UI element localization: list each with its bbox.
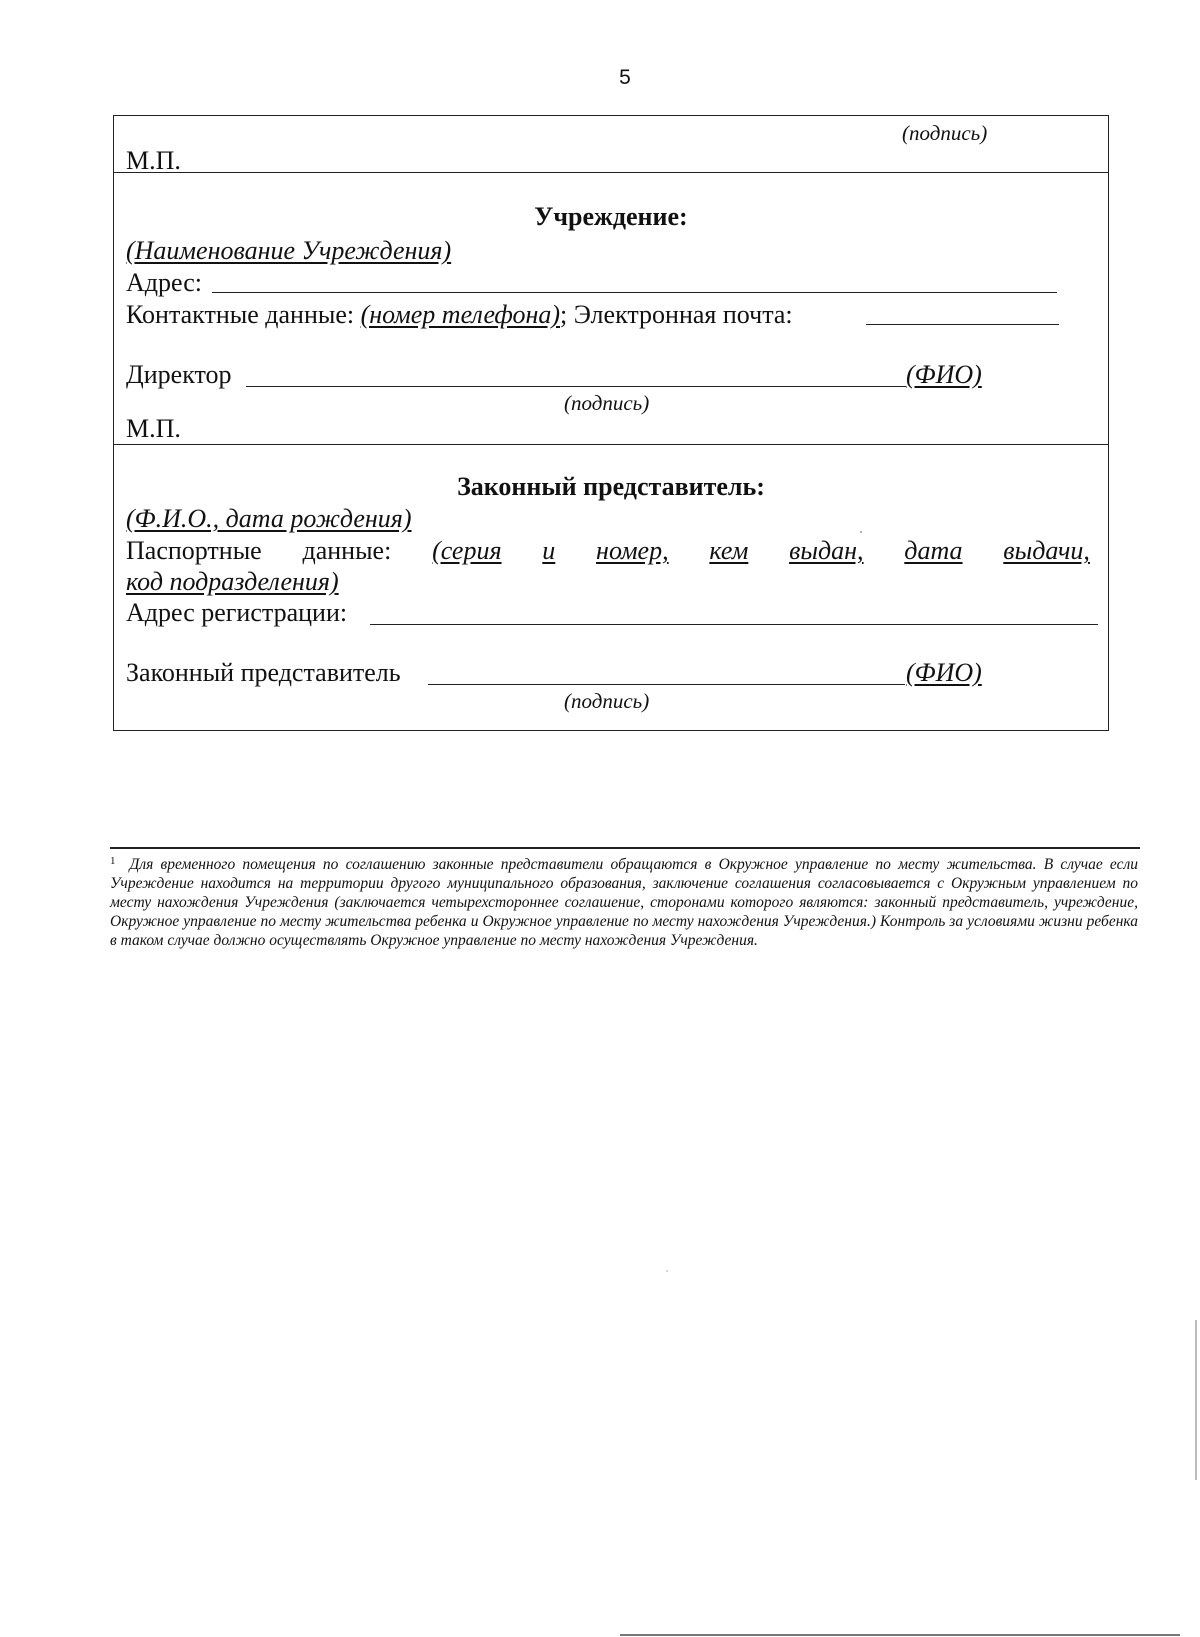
director-name-placeholder: (ФИО) bbox=[906, 360, 982, 389]
passport-placeholder-word-5: выдан, bbox=[789, 536, 864, 565]
email-label: ; Электронная почта: bbox=[560, 300, 793, 329]
scan-edge-mark bbox=[1195, 1320, 1197, 1480]
row-divider-2 bbox=[114, 444, 1108, 445]
footnote bbox=[110, 852, 1138, 950]
institution-address-label: Адрес: bbox=[126, 268, 202, 297]
representative-heading: Законный представитель: bbox=[457, 472, 765, 501]
page-number: 5 bbox=[619, 66, 631, 89]
scan-speck bbox=[860, 531, 862, 533]
passport-placeholder-word-3: номер, bbox=[596, 536, 669, 565]
passport-placeholder-word-1: (серия bbox=[432, 536, 502, 565]
passport-placeholder-word-2: и bbox=[542, 536, 556, 565]
signature-caption-top: (подпись) bbox=[902, 121, 988, 145]
seal-label-top: М.П. bbox=[126, 146, 181, 175]
footnote-separator bbox=[110, 847, 1140, 849]
scan-speck bbox=[666, 1270, 668, 1272]
institution-name-placeholder: (Наименование Учреждения) bbox=[126, 236, 452, 265]
representative-signer-label: Законный представитель bbox=[126, 658, 401, 687]
institution-heading: Учреждение: bbox=[534, 202, 688, 231]
representative-name-fio: (ФИО) bbox=[906, 658, 982, 687]
seal-label-institution: М.П. bbox=[126, 414, 181, 443]
director-signature-line bbox=[246, 386, 906, 387]
email-line bbox=[866, 324, 1059, 325]
footnote-marker: 1 bbox=[110, 855, 116, 867]
representative-name-placeholder: (Ф.И.О., дата рождения) bbox=[126, 504, 412, 533]
contacts-label: Контактные данные: bbox=[126, 300, 361, 329]
scan-bottom-edge bbox=[620, 1634, 1180, 1636]
row-divider-1 bbox=[114, 172, 1108, 173]
passport-placeholder-word-7: выдачи, bbox=[1003, 536, 1090, 565]
signature-form-table bbox=[113, 115, 1109, 731]
phone-placeholder: (номер телефона) bbox=[360, 300, 561, 329]
passport-label-word-1: Паспортные bbox=[126, 536, 262, 565]
footnote-text: Для временного помещения по соглашению законные представители обращаются в Окружное управление по месту жительства. В случае если Учреждение находится на территории другого муниципального образования, заключение соглашения согласовывается с Окружным управлением по месту нахождения Учреждения (заключается четырехстороннее соглашение, сторонами которого являются: законный представитель, учреждение, Окружное управление по месту жительства ребенка и Окружное управление по месту нахождения Учреждения.) Контроль за условиями жизни ребенка в таком случае должно осуществлять Окружное управление по месту нахождения Учреждения. bbox=[110, 856, 1138, 949]
institution-address-line bbox=[212, 292, 1057, 293]
director-signature-caption: (подпись) bbox=[564, 391, 650, 415]
registration-address-label: Адрес регистрации: bbox=[126, 598, 348, 627]
passport-label-word-2: данные: bbox=[302, 536, 392, 565]
registration-address-line bbox=[370, 624, 1098, 625]
passport-placeholder-line2: код подразделения) bbox=[126, 567, 339, 596]
institution-contacts bbox=[126, 300, 793, 330]
passport-placeholder-word-6: дата bbox=[904, 536, 963, 565]
representative-signature-caption: (подпись) bbox=[564, 689, 650, 713]
passport-placeholder-word-4: кем bbox=[709, 536, 749, 565]
representative-signature-line bbox=[428, 684, 905, 685]
director-label: Директор bbox=[126, 360, 232, 389]
passport-line bbox=[126, 536, 1090, 566]
